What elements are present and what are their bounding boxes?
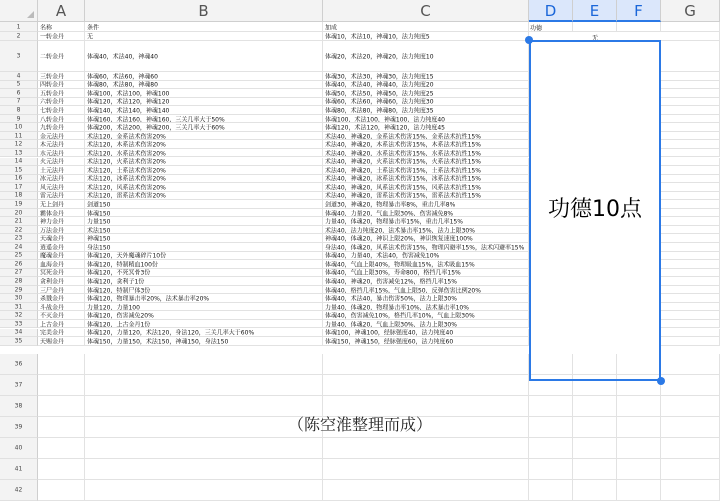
empty-cell[interactable] [573,480,617,501]
empty-cell[interactable] [661,209,720,218]
table-cell-name[interactable]: 金元法丹 [38,132,85,141]
table-cell-bonus[interactable]: 体魂10，术法10，神魂10，法力纯度5 [323,32,529,41]
table-cell-bonus[interactable]: 术法40，神魂20，土系法术伤害15%，土系法术抗性15% [323,166,529,175]
table-cell-bonus[interactable]: 神魂40，体魂20，神识上限20%，神识恢复速度100% [323,234,529,243]
column-header-c[interactable]: C [323,0,529,22]
row-header[interactable]: 9 [0,115,38,124]
table-cell-name[interactable]: 九转金丹 [38,123,85,132]
row-header[interactable]: 14 [0,158,38,167]
selection-handle-bottom-right[interactable] [657,377,665,385]
row-header[interactable]: 26 [0,260,38,269]
table-cell-name[interactable]: 杀戮金丹 [38,294,85,303]
table-cell-bonus[interactable]: 体魂40，格挡几率15%，气血上限50，反弹伤害比例20% [323,286,529,295]
table-cell-condition[interactable]: 体魂150，力量150，术法150，神魂150，身法150 [85,337,323,346]
table-cell-name[interactable]: 四转金丹 [38,81,85,90]
empty-cell[interactable] [573,22,617,32]
row-header[interactable]: 22 [0,226,38,235]
row-header[interactable]: 7 [0,98,38,107]
table-cell-condition[interactable]: 术法120，火系法术伤害20% [85,158,323,167]
row-header[interactable]: 17 [0,183,38,192]
empty-cell[interactable] [661,81,720,90]
table-cell-bonus[interactable]: 体魂40，神魂20，伤害减免12%，格挡几率15% [323,277,529,286]
table-cell-name[interactable]: 冥死金丹 [38,269,85,278]
row-header[interactable]: 34 [0,329,38,338]
gongde-header-cell[interactable]: 功德 [530,25,543,32]
table-cell-name[interactable]: 火元法丹 [38,158,85,167]
row-header[interactable]: 20 [0,209,38,218]
table-cell-condition[interactable]: 术法120，雷系法术伤害20% [85,192,323,201]
row-header[interactable]: 5 [0,81,38,90]
table-cell-bonus[interactable]: 体魂80，术法80，神魂80，法力纯度35 [323,106,529,115]
table-cell-condition[interactable]: 体魂80，术法80，神魂80 [85,81,323,90]
table-cell-bonus[interactable]: 术法40，神魂20，雷系法术伤害15%，雷系法术抗性15% [323,192,529,201]
table-cell-bonus[interactable]: 剑道30，神魂20，物理暴击率8%，重击几率8% [323,200,529,209]
table-cell-name[interactable]: 风元法丹 [38,183,85,192]
table-cell-bonus[interactable]: 体魂40，术法40，神魂40，法力纯度20 [323,81,529,90]
table-cell-name[interactable]: 水元法丹 [38,149,85,158]
empty-cell[interactable] [661,320,720,329]
table-cell-condition[interactable]: 体魂120，不死冥骨3份 [85,269,323,278]
table-cell-bonus[interactable]: 体魂40，气血上限40%，物理吸血15%，法术吸血15% [323,260,529,269]
row-header[interactable]: 29 [0,286,38,295]
empty-cell[interactable] [323,438,529,459]
empty-cell[interactable] [38,480,85,501]
table-cell-name[interactable]: 神力金丹 [38,217,85,226]
empty-cell[interactable] [617,438,661,459]
table-cell-condition[interactable]: 体魂120，伤害减免20% [85,311,323,320]
empty-cell[interactable] [661,252,720,261]
table-cell-condition[interactable]: 体魂120，上古金丹1份 [85,320,323,329]
table-cell-bonus[interactable]: 力量40，体魂20，物理暴击率15%，重击几率15% [323,217,529,226]
empty-cell[interactable] [661,200,720,209]
row-header[interactable]: 24 [0,243,38,252]
table-cell-bonus[interactable]: 术法40，法力纯度20，法术暴击率15%，法力上限30% [323,226,529,235]
row-header[interactable]: 18 [0,192,38,201]
table-cell-condition[interactable]: 体魂60，术法60，神魂60 [85,72,323,81]
table-cell-condition[interactable]: 术法120，水系法术伤害20% [85,149,323,158]
empty-cell[interactable] [661,234,720,243]
table-cell-name[interactable]: 无上剑丹 [38,200,85,209]
row-header[interactable]: 10 [0,123,38,132]
table-cell-name[interactable]: 雷元法丹 [38,192,85,201]
empty-cell[interactable] [573,438,617,459]
empty-cell[interactable] [661,303,720,312]
row-header[interactable]: 39 [0,417,38,438]
table-cell-bonus[interactable]: 体魂40，术法40，暴击伤害50%，法力上限30% [323,294,529,303]
table-cell-condition[interactable]: 体魂100，术法100，神魂100 [85,89,323,98]
empty-cell[interactable] [661,217,720,226]
header-cell-condition[interactable]: 条件 [85,22,323,32]
empty-cell[interactable] [661,132,720,141]
table-cell-condition[interactable]: 体魂120，术法120，神魂120 [85,98,323,107]
table-cell-condition[interactable]: 力量120，力量100 [85,303,323,312]
table-cell-bonus[interactable]: 术法40，神魂20，金系法术伤害15%，金系法术抗性15% [323,132,529,141]
table-cell-name[interactable]: 万法金丹 [38,226,85,235]
empty-cell[interactable] [661,329,720,338]
table-cell-name[interactable]: 土元法丹 [38,166,85,175]
table-cell-bonus[interactable]: 术法40，神魂20，火系法术伤害15%，火系法术抗性15% [323,158,529,167]
table-cell-condition[interactable]: 体魂120，力量120，术法120，身法120，三关几率大于60% [85,329,323,338]
row-header[interactable]: 35 [0,337,38,346]
table-cell-name[interactable]: 八转金丹 [38,115,85,124]
row-header[interactable]: 33 [0,320,38,329]
table-cell-condition[interactable]: 术法150 [85,226,323,235]
table-cell-name[interactable]: 木元法丹 [38,140,85,149]
table-cell-bonus[interactable]: 体魂100，术法100，神魂100，法力纯度40 [323,115,529,124]
row-header[interactable]: 28 [0,277,38,286]
table-cell-name[interactable]: 二转金丹 [38,41,85,72]
empty-cell[interactable] [661,192,720,201]
empty-cell[interactable] [661,22,720,32]
table-cell-bonus[interactable]: 体魂20，术法20，神魂20，法力纯度10 [323,41,529,72]
column-header-e[interactable]: E [573,0,617,22]
row-header[interactable]: 1 [0,22,38,32]
empty-cell[interactable] [661,480,720,501]
empty-cell[interactable] [661,286,720,295]
table-cell-condition[interactable]: 无 [85,32,323,41]
table-cell-condition[interactable]: 力量150 [85,217,323,226]
row-header[interactable]: 2 [0,32,38,41]
empty-cell[interactable] [661,226,720,235]
header-cell-bonus[interactable]: 加成 [323,22,529,32]
table-cell-condition[interactable]: 术法120，土系法术伤害20% [85,166,323,175]
empty-cell[interactable] [529,480,573,501]
table-cell-condition[interactable]: 体魂120，特制尸体3份 [85,286,323,295]
table-cell-name[interactable]: 一转金丹 [38,32,85,41]
empty-cell[interactable] [661,98,720,107]
empty-cell[interactable] [529,459,573,480]
empty-cell[interactable] [529,438,573,459]
empty-cell[interactable] [38,459,85,480]
row-header[interactable]: 8 [0,106,38,115]
row-header[interactable]: 19 [0,200,38,209]
table-cell-condition[interactable]: 术法120，冰系法术伤害20% [85,175,323,184]
table-cell-condition[interactable]: 剑道150 [85,200,323,209]
empty-cell[interactable] [661,158,720,167]
table-cell-bonus[interactable]: 术法40，神魂20，冰系法术伤害15%，冰系法术抗性15% [323,175,529,184]
row-header[interactable]: 36 [0,354,38,375]
table-cell-name[interactable]: 上古金丹 [38,320,85,329]
empty-cell[interactable] [85,459,323,480]
empty-cell[interactable] [661,32,720,41]
row-header[interactable]: 38 [0,396,38,417]
row-header[interactable]: 40 [0,438,38,459]
table-cell-bonus[interactable]: 体魂50，术法50，神魂50，法力纯度25 [323,89,529,98]
table-cell-bonus[interactable]: 术法40，神魂20，木系法术伤害15%，木系法术抗性15% [323,140,529,149]
table-cell-name[interactable]: 天魂金丹 [38,234,85,243]
table-cell-condition[interactable]: 体魂200，术法200，神魂200，三关几率大于60% [85,123,323,132]
table-cell-condition[interactable]: 体魂150 [85,209,323,218]
table-cell-bonus[interactable]: 体魂30，术法30，神魂30，法力纯度15 [323,72,529,81]
select-all-corner[interactable] [0,0,38,22]
table-cell-condition[interactable]: 术法120，木系法术伤害20% [85,140,323,149]
empty-cell[interactable] [617,22,661,32]
column-header-g[interactable]: G [661,0,720,22]
empty-cell[interactable] [661,183,720,192]
table-cell-condition[interactable]: 体魂160，术法160，神魂160，三关几率大于50% [85,115,323,124]
table-cell-bonus[interactable]: 体魂40，力量20，气血上限30%，伤害减免8% [323,209,529,218]
column-header-b[interactable]: B [85,0,323,22]
table-cell-name[interactable]: 五转金丹 [38,89,85,98]
table-cell-bonus[interactable]: 力量40，体魂20，气血上限30%，法力上限30% [323,320,529,329]
empty-cell[interactable] [661,354,720,375]
table-cell-condition[interactable]: 体魂40，术法40，神魂40 [85,41,323,72]
table-cell-bonus[interactable]: 体魂40，气血上限30%，寿命800，格挡几率15% [323,269,529,278]
empty-cell[interactable] [661,89,720,98]
row-header[interactable]: 23 [0,234,38,243]
table-cell-bonus[interactable]: 力量40，体魂20，物理暴击率10%，法术暴击率10% [323,303,529,312]
row-header[interactable]: 31 [0,303,38,312]
row-header[interactable]: 27 [0,269,38,278]
table-cell-bonus[interactable]: 身法40，体魂20，风系法术伤害15%，物理闪避率15%，法术闪避率15% [323,243,529,252]
table-cell-name[interactable]: 冰元法丹 [38,175,85,184]
column-header-f[interactable]: F [617,0,661,22]
table-cell-name[interactable]: 完美金丹 [38,329,85,338]
table-cell-name[interactable]: 霸体金丹 [38,209,85,218]
gongde-first-value-cell[interactable]: 无 [591,35,598,42]
empty-cell[interactable] [85,375,323,396]
empty-cell[interactable] [617,459,661,480]
table-cell-bonus[interactable]: 体魂40，力量40，术法40，伤害减免10% [323,252,529,261]
empty-cell[interactable] [661,72,720,81]
table-cell-condition[interactable]: 术法120，金系法术伤害20% [85,132,323,141]
empty-cell[interactable] [38,438,85,459]
table-cell-condition[interactable]: 体魂140，术法140，神魂140 [85,106,323,115]
row-header[interactable]: 37 [0,375,38,396]
empty-cell[interactable] [661,106,720,115]
table-cell-name[interactable]: 天赐金丹 [38,337,85,346]
empty-cell[interactable] [661,438,720,459]
table-cell-bonus[interactable]: 术法40，神魂20，水系法术伤害15%，水系法术抗性15% [323,149,529,158]
header-cell-name[interactable]: 名称 [38,22,85,32]
row-header[interactable]: 11 [0,132,38,141]
row-header[interactable]: 16 [0,175,38,184]
caption-text: （陈空淮整理而成） [287,415,432,434]
table-cell-condition[interactable]: 术法120，风系法术伤害20% [85,183,323,192]
empty-cell[interactable] [323,375,529,396]
empty-cell[interactable] [85,438,323,459]
row-header[interactable]: 32 [0,311,38,320]
empty-cell[interactable] [323,354,529,375]
table-cell-bonus[interactable]: 体魂120，术法120，神魂120，法力纯度45 [323,123,529,132]
table-cell-bonus[interactable]: 体魂150，神魂150，经脉强度60，法力纯度60 [323,337,529,346]
empty-cell[interactable] [661,294,720,303]
empty-cell[interactable] [617,480,661,501]
table-cell-name[interactable]: 七转金丹 [38,106,85,115]
table-cell-bonus[interactable]: 体魂60，术法60，神魂60，法力纯度30 [323,98,529,107]
empty-cell[interactable] [661,149,720,158]
empty-cell[interactable] [661,337,720,346]
empty-cell[interactable] [661,269,720,278]
column-header-a[interactable]: A [38,0,85,22]
empty-cell[interactable] [573,459,617,480]
column-header-d[interactable]: D [529,0,573,22]
table-cell-name[interactable]: 贪利金丹 [38,277,85,286]
table-cell-name[interactable]: 三转金丹 [38,72,85,81]
row-header[interactable]: 25 [0,252,38,261]
empty-cell[interactable] [38,375,85,396]
row-header[interactable]: 30 [0,294,38,303]
empty-cell[interactable] [85,354,323,375]
empty-cell[interactable] [661,260,720,269]
table-cell-condition[interactable]: 体魂120，天外魔魂碎片10份 [85,252,323,261]
table-cell-bonus[interactable]: 体魂100，神魂100，经脉强度40，法力纯度40 [323,329,529,338]
empty-cell[interactable] [38,354,85,375]
row-header[interactable]: 41 [0,459,38,480]
empty-cell[interactable] [323,459,529,480]
table-cell-name[interactable]: 血海金丹 [38,260,85,269]
table-cell-condition[interactable]: 身法150 [85,243,323,252]
table-cell-condition[interactable]: 体魂120，物理暴击率20%，法术暴击率20% [85,294,323,303]
table-cell-name[interactable]: 逍遥金丹 [38,243,85,252]
empty-cell[interactable] [661,115,720,124]
row-header[interactable]: 3 [0,41,38,72]
empty-cell[interactable] [661,459,720,480]
row-header[interactable]: 12 [0,140,38,149]
table-cell-name[interactable]: 魔魂金丹 [38,252,85,261]
empty-cell[interactable] [85,480,323,501]
empty-cell[interactable] [661,41,720,72]
empty-cell[interactable] [661,166,720,175]
row-header[interactable]: 4 [0,72,38,81]
empty-cell[interactable] [323,480,529,501]
row-header[interactable]: 42 [0,480,38,501]
table-cell-name[interactable]: 不灭金丹 [38,311,85,320]
row-header[interactable]: 13 [0,149,38,158]
empty-cell[interactable] [661,277,720,286]
table-cell-condition[interactable]: 体魂120，贪利子1份 [85,277,323,286]
table-cell-condition[interactable]: 体魂120，特制精血100份 [85,260,323,269]
empty-cell[interactable] [661,123,720,132]
table-cell-condition[interactable]: 神魂150 [85,234,323,243]
table-cell-name[interactable]: 三尸金丹 [38,286,85,295]
empty-cell[interactable] [661,140,720,149]
merged-cell-gongde-text: 功德10点 [548,197,642,222]
empty-cell[interactable] [661,311,720,320]
table-cell-bonus[interactable]: 体魂40，伤害减免10%，格挡几率10%，气血上限30% [323,311,529,320]
row-header[interactable]: 21 [0,217,38,226]
selection-handle-top-left[interactable] [525,36,533,44]
empty-cell[interactable] [661,243,720,252]
table-cell-name[interactable]: 六转金丹 [38,98,85,107]
row-header[interactable]: 15 [0,166,38,175]
table-cell-name[interactable]: 斗战金丹 [38,303,85,312]
empty-cell[interactable] [661,175,720,184]
row-header[interactable]: 6 [0,89,38,98]
table-cell-bonus[interactable]: 术法40，神魂20，风系法术伤害15%，风系法术抗性15% [323,183,529,192]
empty-cell[interactable] [661,375,720,396]
